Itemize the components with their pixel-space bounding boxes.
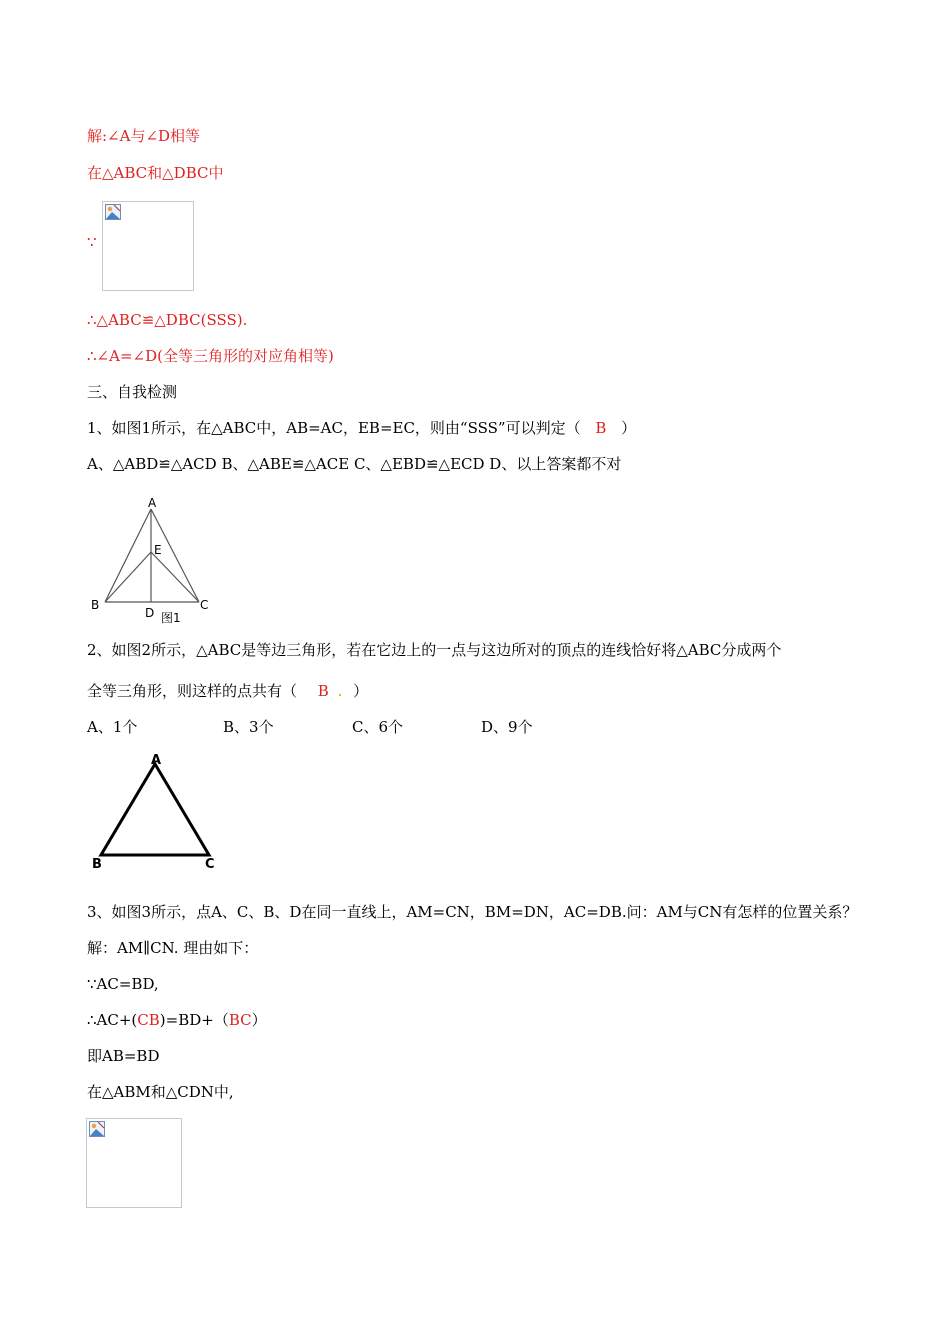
- fig1-label-d: D: [145, 606, 155, 620]
- q3-blank-2: BC: [228, 1011, 252, 1029]
- fig1-label-c: C: [200, 598, 209, 612]
- q3-solution-line-4: 即AB=BD: [87, 1047, 160, 1065]
- because-symbol: ∵: [87, 233, 97, 251]
- q2-option-b: B、3个: [223, 718, 274, 736]
- q1-stem-pre: 1、如图1所示，在△ABC中，AB=AC，EB=EC，则由“SSS”可以判定（: [87, 419, 581, 437]
- equation-image-placeholder: [102, 201, 194, 291]
- fig2-label-a: A: [151, 753, 162, 768]
- solution-line-1: 解:∠A与∠D相等: [87, 127, 201, 145]
- q2-answer-dot: .: [337, 682, 343, 700]
- q3-line3-pre: ∴AC+(: [87, 1011, 138, 1029]
- q3-solution-line-1: 解：AM∥CN. 理由如下：: [87, 939, 259, 957]
- question-1-stem: [87, 418, 636, 438]
- fig1-label-a: A: [148, 496, 157, 510]
- figure-2-diagram: [88, 748, 228, 872]
- q2-answer: B: [317, 682, 329, 700]
- q3-solution-line-3: [87, 1010, 267, 1030]
- broken-image-icon: [89, 1121, 105, 1137]
- q3-line3-mid: )=BD+（: [159, 1011, 229, 1029]
- fig1-label-e: E: [154, 543, 162, 557]
- q1-stem-post: ）: [621, 419, 637, 437]
- q3-solution-line-2: ∵AC=BD,: [87, 975, 159, 993]
- question-3-stem: 3、如图3所示，点A、C、B、D在同一直线上，AM=CN，BM=DN，AC=DB.问：AM与CN有怎样的位置关系？: [87, 903, 858, 921]
- q2-stem-pre: 全等三角形，则这样的点共有（: [87, 682, 298, 700]
- q2-stem-post: ）: [353, 682, 369, 700]
- q1-answer: B: [595, 419, 607, 437]
- fig2-label-b: B: [92, 857, 102, 872]
- fig1-label-b: B: [91, 598, 100, 612]
- broken-image-icon: [105, 204, 121, 220]
- question-2-stem-line-1: 2、如图2所示，△ABC是等边三角形，若在它边上的一点与这边所对的顶点的连线恰好将△ABC分成两个: [87, 641, 782, 659]
- q2-option-c: C、6个: [352, 718, 404, 736]
- q3-blank-1: CB: [137, 1011, 160, 1029]
- fig2-label-c: C: [205, 857, 215, 872]
- figure-1-diagram: [88, 494, 218, 626]
- equation-image-placeholder-2: [86, 1118, 182, 1208]
- q2-option-d: D、9个: [481, 718, 533, 736]
- question-2-stem-line-2: [87, 681, 368, 701]
- q2-option-a: A、1个: [87, 718, 138, 736]
- question-1-options: A、△ABD≌△ACD B、△ABE≌△ACE C、△EBD≌△ECD D、以上答案都不对: [87, 455, 622, 473]
- fig1-caption: 图1: [161, 611, 181, 625]
- q3-solution-line-5: 在△ABM和△CDN中,: [87, 1083, 234, 1101]
- therefore-line-1: ∴△ABC≌△DBC(SSS).: [87, 311, 248, 329]
- therefore-line-2: ∴∠A=∠D(全等三角形的对应角相等): [87, 347, 334, 365]
- section-title: 三、自我检测: [87, 383, 178, 401]
- solution-line-2: 在△ABC和△DBC中: [87, 164, 224, 182]
- q3-line3-post: ）: [251, 1011, 267, 1029]
